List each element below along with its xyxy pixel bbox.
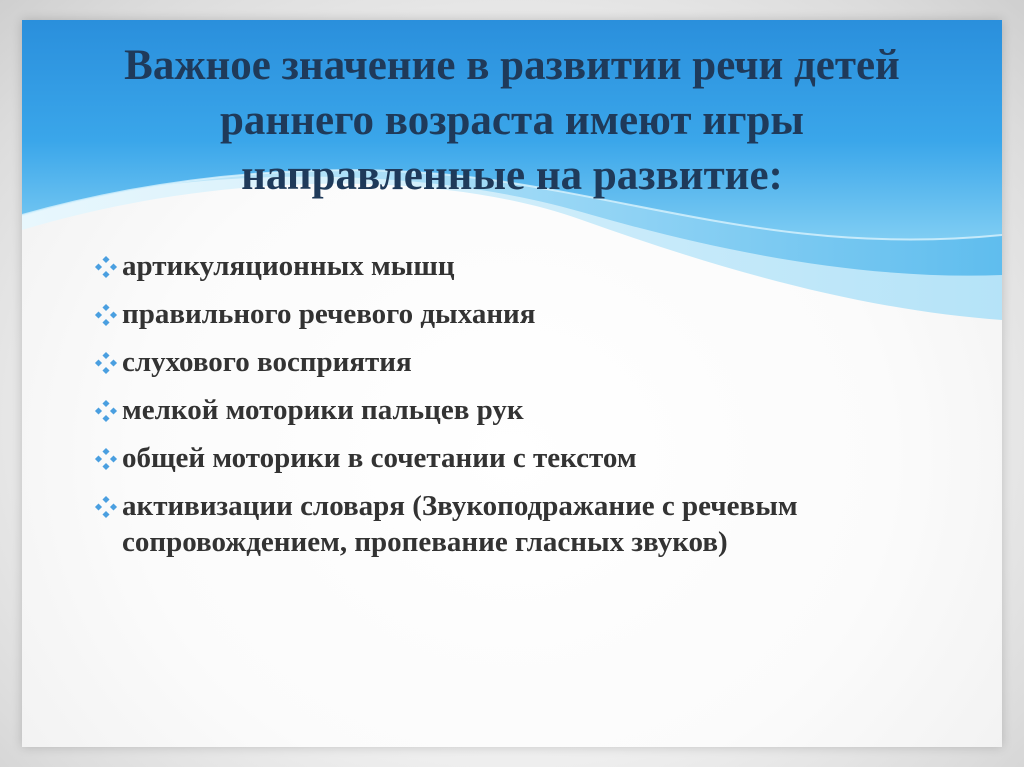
diamond-bullet-icon: [94, 447, 118, 471]
list-item-text: мелкой моторики пальцев рук: [122, 394, 524, 426]
diamond-bullet-icon: [94, 399, 118, 423]
list-item: [94, 440, 954, 476]
bullet-list: [94, 248, 954, 572]
list-item: [94, 488, 954, 560]
diamond-bullet-icon: [94, 351, 118, 375]
diamond-bullet-icon: [94, 303, 118, 327]
list-item: [94, 392, 954, 428]
list-item: [94, 344, 954, 380]
list-item-text: активизации словаря (Звукоподражание с речевым сопровождением, пропевание гласных звуков): [122, 490, 798, 558]
diamond-bullet-icon: [94, 255, 118, 279]
list-item: [94, 296, 954, 332]
list-item-text: правильного речевого дыхания: [122, 298, 536, 330]
diamond-bullet-icon: [94, 495, 118, 519]
list-item: [94, 248, 954, 284]
slide-title: Важное значение в развитии речи детей раннего возраста имеют игры направленные на развитие:: [124, 42, 900, 199]
list-item-text: слухового восприятия: [122, 346, 412, 378]
slide: [22, 20, 1002, 747]
list-item-text: артикуляционных мышц: [122, 250, 455, 282]
list-item-text: общей моторики в сочетании с текстом: [122, 442, 637, 474]
